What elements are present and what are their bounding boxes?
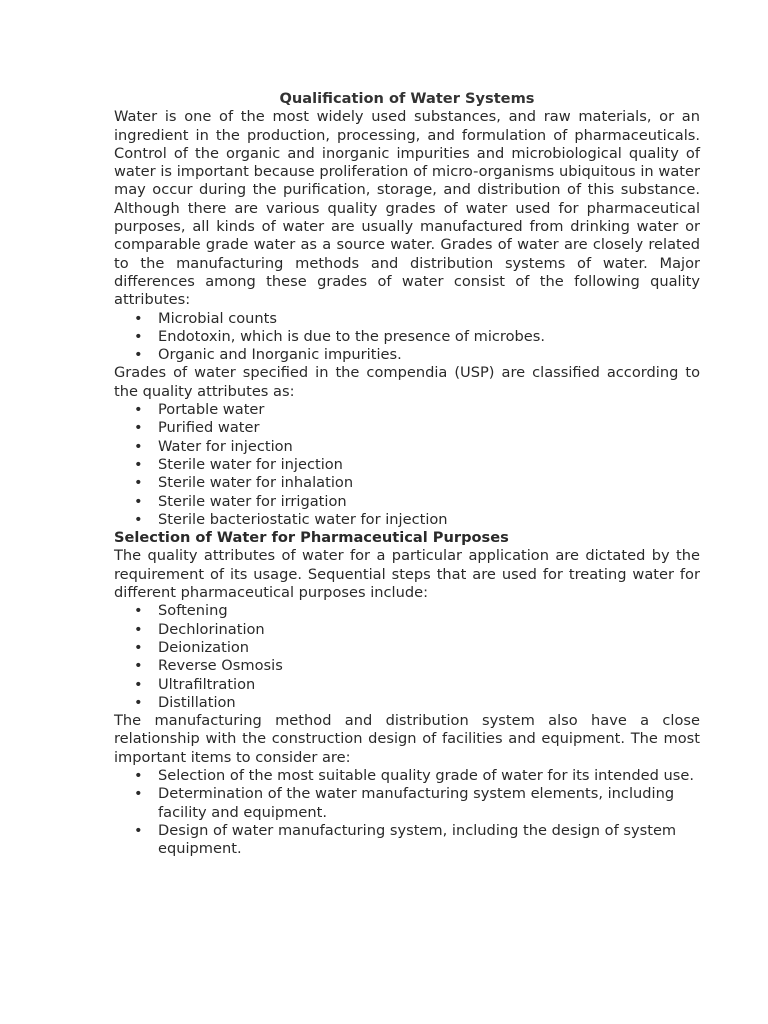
considerations-list xyxy=(114,767,700,858)
list-item: • Selection of the most suitable quality grade of water for its intended use. xyxy=(134,766,694,784)
bullet-icon: • xyxy=(134,437,143,455)
list-item: • Deionization xyxy=(134,638,250,656)
bullet-icon: • xyxy=(134,419,143,437)
bullet-icon: • xyxy=(134,346,143,364)
treatment-steps-list xyxy=(114,602,700,712)
list-item: • Microbial counts xyxy=(134,309,278,327)
list-item: • Dechlorination xyxy=(134,620,265,638)
list-item: • Determination of the water manufacturing system elements, including facility and equipment. xyxy=(134,785,675,821)
document-title: Qualification of Water Systems xyxy=(279,90,535,107)
bullet-icon: • xyxy=(134,675,143,693)
intro-paragraph: Water is one of the most widely used substances, and raw materials, or an ingredient in the production, processing, and formulation of pharmaceuticals. Control of the organic and inorganic impurities and microbiological quality of water is important because proliferation of micro-organisms ubiquitous in water may occur during the purification, storage, and distribution of this substance. Although there are various quality grades of water used for pharmaceutical purposes, all kinds of water are usually manufactured from drinking water or comparable grade water as a source water. Grades of water are closely related to the manufacturing methods and distribution systems of water. Major differences among these grades of water consist of the following quality attributes: xyxy=(114,108,700,309)
section-heading: Selection of Water for Pharmaceutical Purposes xyxy=(114,529,509,547)
document-page xyxy=(114,90,700,858)
bullet-icon: • xyxy=(134,657,143,675)
bullet-icon: • xyxy=(134,309,143,327)
list-item: • Sterile water for inhalation xyxy=(134,474,354,492)
list-item: • Sterile bacteriostatic water for injection xyxy=(134,510,448,528)
list-item: • Sterile water for irrigation xyxy=(134,492,347,510)
list-item: • Sterile water for injection xyxy=(134,455,343,473)
list-item: • Softening xyxy=(134,602,228,620)
bullet-icon: • xyxy=(134,693,143,711)
list-item: • Distillation xyxy=(134,693,236,711)
bullet-icon: • xyxy=(134,455,143,473)
list-item: • Design of water manufacturing system, including the design of system equipment. xyxy=(134,821,677,858)
bullet-icon: • xyxy=(134,821,143,839)
bullet-icon: • xyxy=(134,510,143,528)
bullet-icon: • xyxy=(134,620,143,638)
bullet-icon: • xyxy=(134,327,143,345)
list-item: • Ultrafiltration xyxy=(134,675,256,693)
bullet-icon: • xyxy=(134,474,143,492)
bullet-icon: • xyxy=(134,638,143,656)
water-grades-list xyxy=(114,401,700,529)
bullet-icon: • xyxy=(134,766,143,784)
list-item: • Reverse Osmosis xyxy=(134,657,283,675)
manufacturing-paragraph: The manufacturing method and distribution system also have a close relationship with the construction design of facilities and equipment. The most important items to consider are: xyxy=(114,712,700,766)
bullet-icon: • xyxy=(134,602,143,620)
bullet-icon: • xyxy=(134,401,143,419)
list-item: • Endotoxin, which is due to the presence of microbes. xyxy=(134,327,546,345)
bullet-icon: • xyxy=(134,492,143,510)
bullet-icon: • xyxy=(134,785,143,803)
quality-attributes-list xyxy=(114,310,700,365)
list-item: • Water for injection xyxy=(134,437,293,455)
list-item: • Portable water xyxy=(134,401,265,419)
list-item: • Purified water xyxy=(134,419,260,437)
list-item: • Organic and Inorganic impurities. xyxy=(134,346,402,364)
selection-paragraph: The quality attributes of water for a particular application are dictated by the requirement of its usage. Sequential steps that are used for treating water for different pharmaceutical purposes include: xyxy=(114,547,700,602)
grades-paragraph: Grades of water specified in the compendia (USP) are classified according to the quality attributes as: xyxy=(114,364,700,400)
